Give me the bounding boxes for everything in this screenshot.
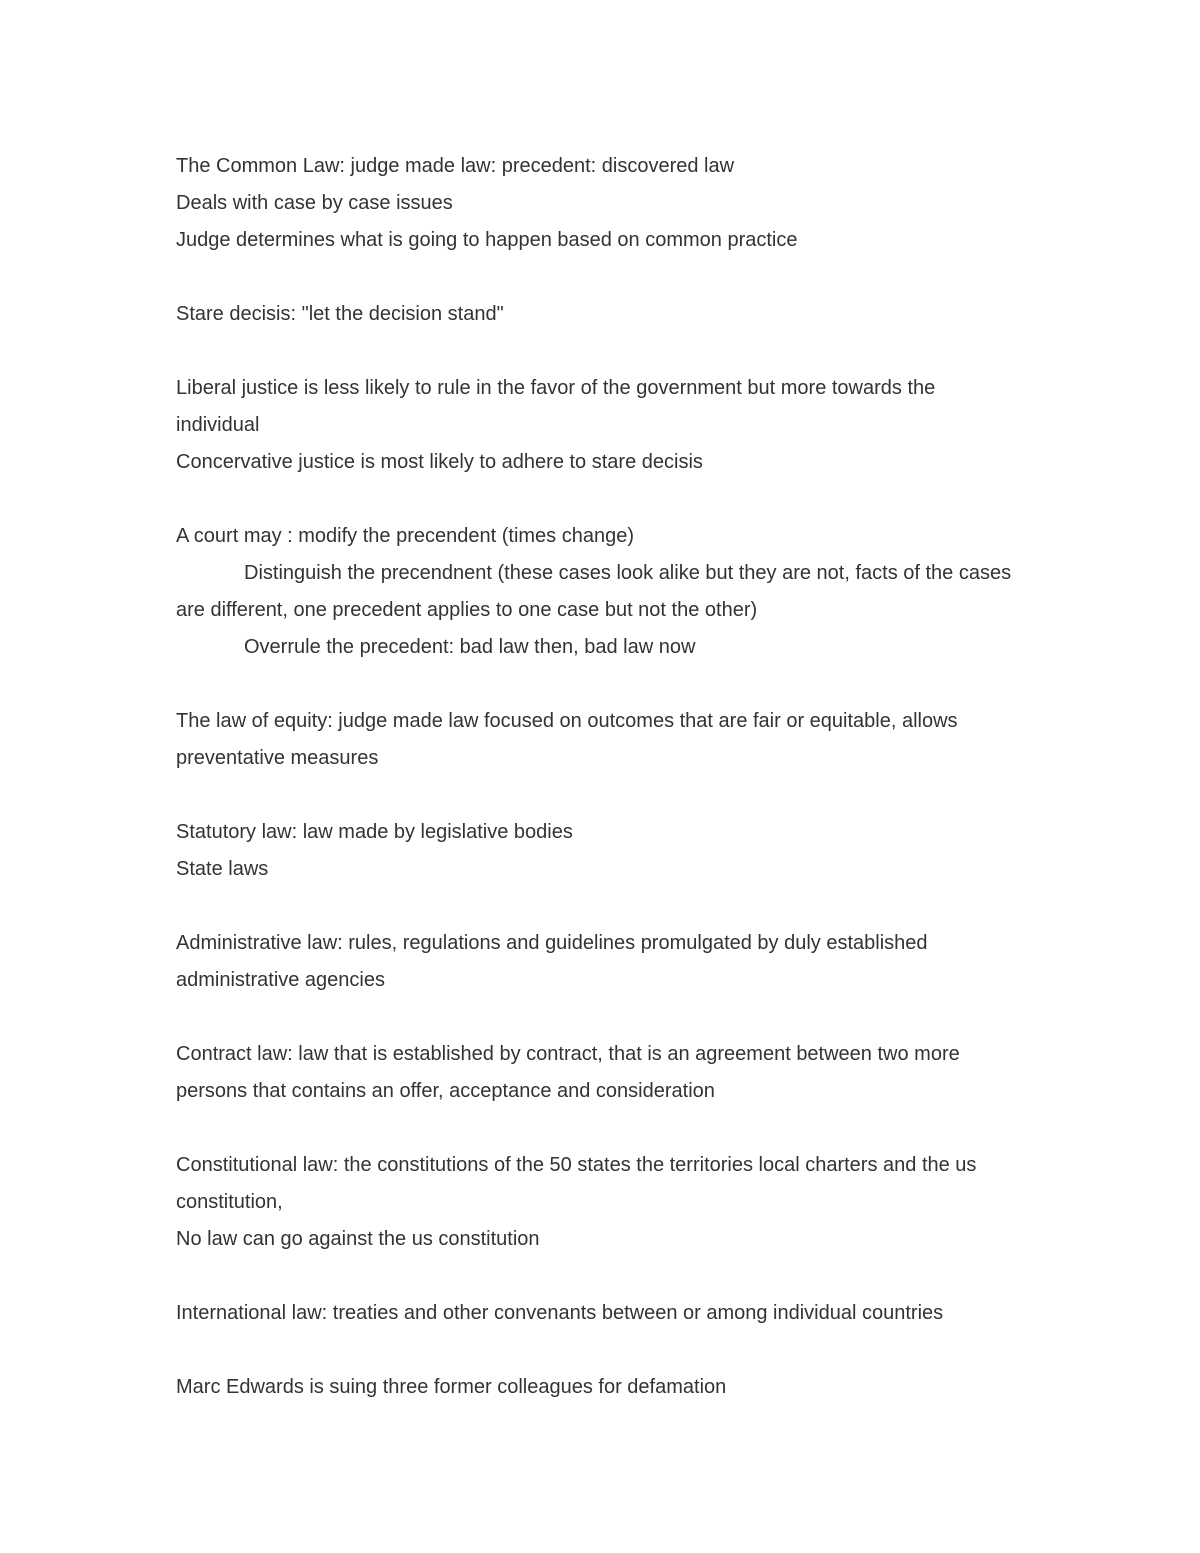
blank-line: [176, 1332, 1016, 1369]
common-law-line-3: Judge determines what is going to happen based on common practice: [176, 229, 798, 251]
blank-line: [176, 333, 1016, 370]
blank-line: [176, 777, 1016, 814]
court-may-distinguish: Distinguish the precendnent (these cases look alike but they are not, facts of the cases are different, one precedent applies to one case but not the other): [176, 562, 1012, 621]
blank-line: [176, 888, 1016, 925]
court-may-line-1: A court may : modify the precendent (times change): [176, 525, 634, 547]
international-law-line: International law: treaties and other convenants between or among individual countries: [176, 1302, 944, 1324]
blank-line: [176, 259, 1016, 296]
blank-line: [176, 1258, 1016, 1295]
statutory-law-line-1: Statutory law: law made by legislative bodies: [176, 821, 573, 843]
statutory-law-line-2: State laws: [176, 858, 269, 880]
constitutional-law-paragraph: Constitutional law: the constitutions of the 50 states the territories local charters and the us constitution,: [176, 1154, 977, 1213]
common-law-line-2: Deals with case by case issues: [176, 192, 453, 214]
administrative-law-paragraph: Administrative law: rules, regulations and guidelines promulgated by duly established administrative agencies: [176, 932, 928, 991]
contract-law-paragraph: Contract law: law that is established by contract, that is an agreement between two more persons that contains an offer, acceptance and consideration: [176, 1043, 960, 1102]
conservative-justice-line: Concervative justice is most likely to adhere to stare decisis: [176, 451, 703, 473]
marc-edwards-line: Marc Edwards is suing three former colleagues for defamation: [176, 1376, 727, 1398]
blank-line: [176, 481, 1016, 518]
constitutional-law-line-2: No law can go against the us constitution: [176, 1228, 540, 1250]
stare-decisis-line: Stare decisis: "let the decision stand": [176, 303, 504, 325]
common-law-heading: The Common Law: judge made law: precedent: discovered law: [176, 155, 735, 177]
document-body: [176, 148, 1016, 1406]
blank-line: [176, 666, 1016, 703]
blank-line: [176, 1110, 1016, 1147]
court-may-overrule: Overrule the precedent: bad law then, bad law now: [244, 636, 696, 658]
law-of-equity-paragraph: The law of equity: judge made law focused on outcomes that are fair or equitable, allows preventative measures: [176, 710, 958, 769]
liberal-justice-paragraph: Liberal justice is less likely to rule in the favor of the government but more towards the individual: [176, 377, 936, 436]
blank-line: [176, 999, 1016, 1036]
